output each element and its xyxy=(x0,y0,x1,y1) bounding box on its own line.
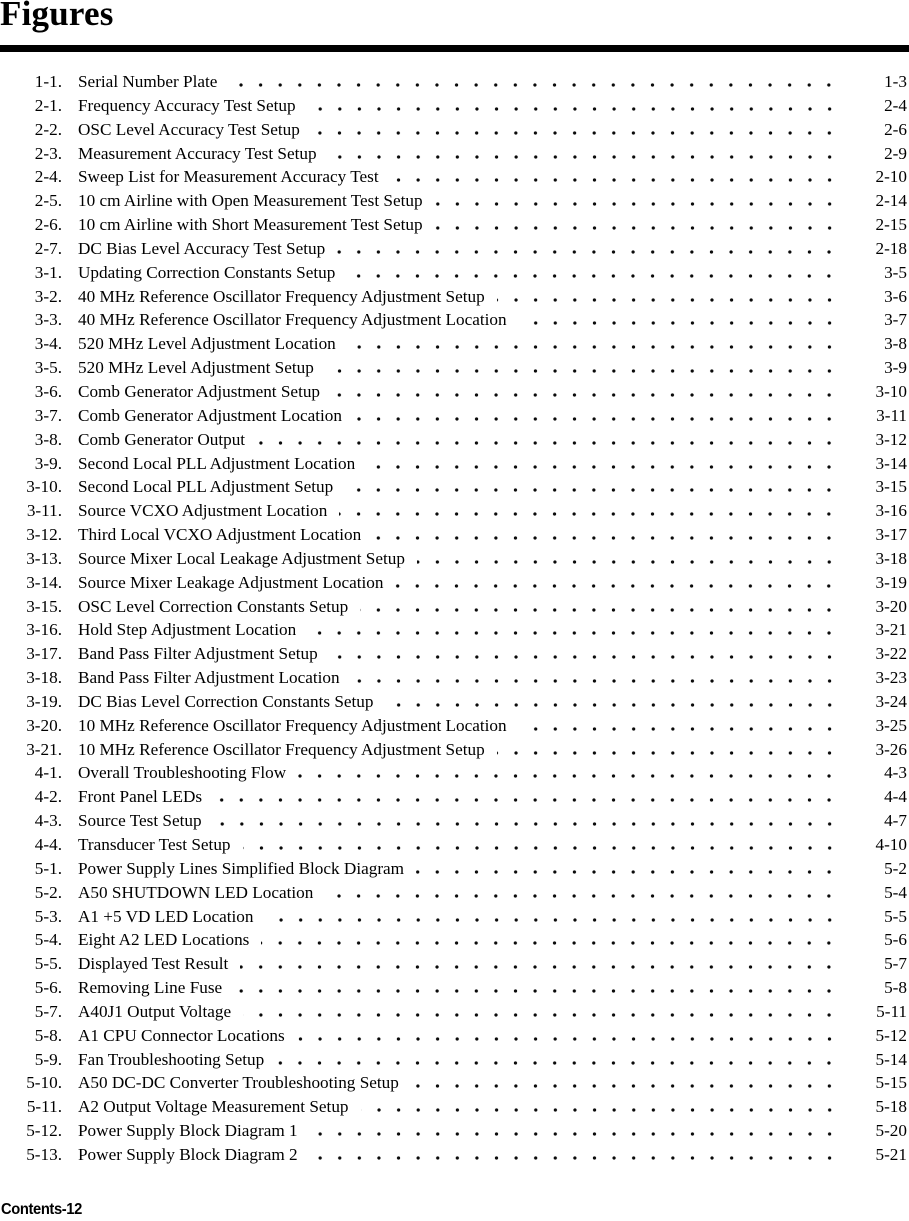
figure-entry xyxy=(0,690,907,714)
dot-leader xyxy=(360,608,839,612)
figure-entry xyxy=(0,332,907,356)
page-number: 3-14 xyxy=(875,453,907,473)
page-number: 5-18 xyxy=(875,1097,907,1117)
dot-leader xyxy=(214,798,839,802)
figure-number: 5-6. xyxy=(34,978,62,998)
figure-title: Source VCXO Adjustment Location xyxy=(78,501,328,521)
figure-title: Front Panel LEDs xyxy=(78,787,203,807)
page-number: 5-2 xyxy=(884,858,907,878)
figure-title: A50 SHUTDOWN LED Location xyxy=(78,882,314,902)
figure-entry xyxy=(0,595,907,619)
figure-number: 3-15. xyxy=(26,596,62,616)
page-number: 3-22 xyxy=(875,644,907,664)
dot-leader xyxy=(310,1156,839,1160)
page-number: 3-16 xyxy=(875,501,907,521)
figure-number: 4-2. xyxy=(34,787,62,807)
figure-number: 5-8. xyxy=(34,1025,62,1045)
page-number: 3-5 xyxy=(884,262,907,282)
page-number: 2-15 xyxy=(875,215,907,235)
figure-entry xyxy=(0,1095,907,1119)
figure-title: 10 cm Airline with Open Measurement Test Setup xyxy=(78,191,423,211)
page-number: 5-4 xyxy=(884,882,907,902)
dot-leader xyxy=(345,488,839,492)
figure-entry xyxy=(0,404,907,428)
figure-number: 3-1. xyxy=(34,262,62,282)
figure-title: Comb Generator Output xyxy=(78,429,246,449)
figure-list xyxy=(0,70,907,1167)
figure-entry xyxy=(0,308,907,332)
figure-title: Serial Number Plate xyxy=(78,72,218,91)
dot-leader xyxy=(308,107,839,111)
figure-entry xyxy=(0,1000,907,1024)
figure-title: A40J1 Output Voltage xyxy=(78,1001,232,1021)
figure-entry xyxy=(0,714,907,738)
page-title: Figures xyxy=(0,0,114,33)
dot-leader xyxy=(348,345,839,349)
figure-entry xyxy=(0,905,907,929)
dot-leader xyxy=(266,918,840,922)
page-number: 5-14 xyxy=(875,1049,907,1069)
dot-leader xyxy=(234,989,839,993)
page-number: 5-7 xyxy=(884,954,907,974)
figure-number: 5-10. xyxy=(26,1073,62,1093)
page-number: 3-15 xyxy=(875,477,907,497)
figure-entry xyxy=(0,666,907,690)
page-number: 3-10 xyxy=(875,381,907,401)
figure-entry xyxy=(0,428,907,452)
figure-number: 3-13. xyxy=(26,548,62,568)
figure-number: 4-4. xyxy=(34,835,62,854)
figure-title: Measurement Accuracy Test Setup xyxy=(78,143,317,163)
figure-entry xyxy=(0,881,907,905)
dot-leader xyxy=(276,1061,839,1065)
figure-number: 2-3. xyxy=(34,143,62,163)
figure-entry xyxy=(0,189,907,213)
figure-number: 3-12. xyxy=(26,525,62,545)
figure-title: OSC Level Correction Constants Setup xyxy=(78,596,349,616)
figure-number: 2-4. xyxy=(34,167,62,187)
figure-entry xyxy=(0,118,907,142)
page-number: 5-20 xyxy=(875,1121,907,1141)
figure-number: 2-7. xyxy=(34,238,62,258)
figure-title: Comb Generator Adjustment Setup xyxy=(78,381,321,401)
dot-leader xyxy=(325,894,839,898)
page-number: 3-24 xyxy=(875,691,907,711)
dot-leader xyxy=(297,1037,839,1041)
dot-leader xyxy=(310,1132,839,1136)
dot-leader xyxy=(417,560,839,564)
figure-title: Source Mixer Leakage Adjustment Location xyxy=(78,572,384,592)
figure-number: 3-20. xyxy=(26,715,62,735)
figure-title: Transducer Test Setup xyxy=(78,835,231,854)
dot-leader xyxy=(337,250,839,254)
page-number: 4-10 xyxy=(875,835,907,854)
figure-title: Power Supply Block Diagram 2 xyxy=(78,1144,298,1164)
figure-number: 3-4. xyxy=(34,334,62,354)
figure-number: 3-16. xyxy=(26,620,62,640)
figure-number: 3-6. xyxy=(34,381,62,401)
dot-leader xyxy=(243,846,839,850)
figure-number: 2-6. xyxy=(34,215,62,235)
figure-entry xyxy=(0,809,907,833)
figure-title: Band Pass Filter Adjustment Setup xyxy=(78,644,318,664)
page-number: 3-9 xyxy=(884,358,907,378)
dot-leader xyxy=(261,941,839,945)
page-number: 5-21 xyxy=(875,1144,907,1164)
figure-number: 4-3. xyxy=(34,811,62,831)
dot-leader xyxy=(326,369,839,373)
dot-leader xyxy=(308,631,839,635)
figure-number: 5-13. xyxy=(26,1144,62,1164)
figure-title: A1 CPU Connector Locations xyxy=(78,1025,285,1045)
figure-title: DC Bias Level Correction Constants Setup xyxy=(78,691,374,711)
figure-title: 520 MHz Level Adjustment Setup xyxy=(78,358,314,378)
page-number: 3-23 xyxy=(875,668,907,688)
figure-title: OSC Level Accuracy Test Setup xyxy=(78,119,300,139)
figure-number: 3-11. xyxy=(26,501,62,521)
figure-entry xyxy=(0,1071,907,1095)
dot-leader xyxy=(352,679,839,683)
page-number: 3-19 xyxy=(875,572,907,592)
figure-title: Second Local PLL Adjustment Setup xyxy=(78,477,334,497)
figure-number: 1-1. xyxy=(34,72,62,91)
page-number: 5-6 xyxy=(884,930,907,950)
figure-entry xyxy=(0,523,907,547)
figure-entry xyxy=(0,142,907,166)
figure-number: 3-5. xyxy=(34,358,62,378)
figure-entry xyxy=(0,1143,907,1167)
figure-entry xyxy=(0,380,907,404)
figure-entry xyxy=(0,1119,907,1143)
figure-number: 3-7. xyxy=(34,405,62,425)
dot-leader xyxy=(497,751,839,755)
figure-entry xyxy=(0,475,907,499)
dot-leader xyxy=(435,226,839,230)
page-number: 2-6 xyxy=(884,119,907,139)
figure-entry xyxy=(0,642,907,666)
figure-entry xyxy=(0,70,907,94)
figure-number: 3-9. xyxy=(34,453,62,473)
figure-title: Displayed Test Result xyxy=(78,954,229,974)
page-number: 2-9 xyxy=(884,143,907,163)
page-number: 3-21 xyxy=(875,620,907,640)
figure-entry xyxy=(0,571,907,595)
figure-entry xyxy=(0,285,907,309)
page-number: 4-4 xyxy=(884,787,907,807)
page-number: 5-11 xyxy=(876,1001,907,1021)
figure-title: 10 cm Airline with Short Measurement Test Setup xyxy=(78,215,423,235)
figure-entry xyxy=(0,785,907,809)
figure-title: 10 MHz Reference Oscillator Frequency Adjustment Setup xyxy=(78,739,485,759)
page-number: 3-17 xyxy=(875,525,907,545)
figure-title: Hold Step Adjustment Location xyxy=(78,620,297,640)
figure-title: Comb Generator Adjustment Location xyxy=(78,405,342,425)
page-number: 2-14 xyxy=(875,191,907,211)
figure-title: Second Local PLL Adjustment Location xyxy=(78,453,356,473)
figure-entry xyxy=(0,928,907,952)
figure-entry xyxy=(0,165,907,189)
figure-number: 5-5. xyxy=(34,954,62,974)
figure-title: DC Bias Level Accuracy Test Setup xyxy=(78,238,326,258)
page-number: 3-26 xyxy=(875,739,907,759)
figure-title: A50 DC-DC Converter Troubleshooting Setup xyxy=(78,1073,399,1093)
figure-title: Power Supply Lines Simplified Block Diagram xyxy=(78,858,405,878)
page-number: 4-3 xyxy=(884,763,907,783)
dot-leader xyxy=(298,774,839,778)
figure-title: A2 Output Voltage Measurement Setup xyxy=(78,1097,349,1117)
page-number: 3-12 xyxy=(875,429,907,449)
figure-title: Power Supply Block Diagram 1 xyxy=(78,1121,298,1141)
figure-title: 520 MHz Level Adjustment Location xyxy=(78,334,336,354)
dot-leader xyxy=(391,178,839,182)
dot-leader xyxy=(339,512,839,516)
dot-leader xyxy=(497,298,839,302)
figure-title: Sweep List for Measurement Accuracy Test xyxy=(78,167,379,187)
page-number: 3-20 xyxy=(875,596,907,616)
figure-number: 5-11. xyxy=(26,1097,62,1117)
figure-number: 5-12. xyxy=(26,1121,62,1141)
figure-entry xyxy=(0,237,907,261)
figure-entry xyxy=(0,94,907,118)
dot-leader xyxy=(332,393,839,397)
figure-number: 3-2. xyxy=(34,286,62,306)
page-number: 5-5 xyxy=(884,906,907,926)
page-number: 2-4 xyxy=(884,95,907,115)
figure-entry xyxy=(0,761,907,785)
figure-number: 3-18. xyxy=(26,668,62,688)
dot-leader xyxy=(411,1084,839,1088)
figure-title: Source Test Setup xyxy=(78,811,202,831)
figure-entry xyxy=(0,952,907,976)
dot-leader xyxy=(367,465,839,469)
figure-number: 5-3. xyxy=(34,906,62,926)
page-number: 3-6 xyxy=(884,286,907,306)
figure-entry xyxy=(0,499,907,523)
figure-entry xyxy=(0,547,907,571)
page-number: 4-7 xyxy=(884,811,907,831)
dot-leader xyxy=(243,1013,839,1017)
page-number: 5-12 xyxy=(875,1025,907,1045)
figure-title: 40 MHz Reference Oscillator Frequency Adjustment Location xyxy=(78,310,507,330)
figure-number: 5-7. xyxy=(34,1001,62,1021)
figure-title: 40 MHz Reference Oscillator Frequency Adjustment Setup xyxy=(78,286,485,306)
figure-number: 2-5. xyxy=(34,191,62,211)
figure-number: 3-17. xyxy=(26,644,62,664)
page-number: 3-18 xyxy=(875,548,907,568)
dot-leader xyxy=(519,321,839,325)
figure-title: Eight A2 LED Locations xyxy=(78,930,250,950)
figure-number: 2-2. xyxy=(34,119,62,139)
page-number: 5-8 xyxy=(884,978,907,998)
dot-leader xyxy=(386,703,840,707)
figure-title: Removing Line Fuse xyxy=(78,978,223,998)
figure-number: 5-9. xyxy=(34,1049,62,1069)
figure-title: Source Mixer Local Leakage Adjustment Setup xyxy=(78,548,405,568)
dot-leader xyxy=(214,822,839,826)
figure-title: 10 MHz Reference Oscillator Frequency Adjustment Location xyxy=(78,715,507,735)
figure-title: Fan Troubleshooting Setup xyxy=(78,1049,265,1069)
figure-number: 5-4. xyxy=(34,930,62,950)
figure-entry xyxy=(0,618,907,642)
dot-leader xyxy=(229,83,839,87)
figure-title: Frequency Accuracy Test Setup xyxy=(78,95,296,115)
figure-number: 3-19. xyxy=(26,691,62,711)
dot-leader xyxy=(416,870,839,874)
figure-entry xyxy=(0,1024,907,1048)
figure-title: A1 +5 VD LED Location xyxy=(78,906,254,926)
page-number: 3-8 xyxy=(884,334,907,354)
figure-title: Band Pass Filter Adjustment Location xyxy=(78,668,340,688)
figure-entry xyxy=(0,833,907,857)
dot-leader xyxy=(373,536,839,540)
dot-leader xyxy=(329,155,839,159)
dot-leader xyxy=(330,655,839,659)
dot-leader xyxy=(354,417,839,421)
page-number: 1-3 xyxy=(884,72,907,91)
footer-page-label: Contents-12 xyxy=(1,1201,82,1218)
figure-entry xyxy=(0,738,907,762)
figure-title: Third Local VCXO Adjustment Location xyxy=(78,525,362,545)
dot-leader xyxy=(257,441,839,445)
figure-number: 4-1. xyxy=(34,763,62,783)
figure-entry xyxy=(0,213,907,237)
dot-leader xyxy=(312,131,839,135)
figure-title: Overall Troubleshooting Flow xyxy=(78,763,287,783)
dot-leader xyxy=(240,965,839,969)
page-number: 5-15 xyxy=(875,1073,907,1093)
figure-number: 3-21. xyxy=(26,739,62,759)
figure-number: 5-1. xyxy=(34,858,62,878)
dot-leader xyxy=(361,1108,839,1112)
figure-entry xyxy=(0,857,907,881)
dot-leader xyxy=(519,727,839,731)
page-number: 3-11 xyxy=(876,405,907,425)
figure-title: Updating Correction Constants Setup xyxy=(78,262,336,282)
figure-entry xyxy=(0,452,907,476)
figure-number: 5-2. xyxy=(34,882,62,902)
page-number: 2-10 xyxy=(875,167,907,187)
page-number: 3-25 xyxy=(875,715,907,735)
dot-leader xyxy=(347,274,839,278)
figure-number: 3-14. xyxy=(26,572,62,592)
figure-entry xyxy=(0,356,907,380)
title-rule-divider xyxy=(0,45,909,52)
figure-entry xyxy=(0,1048,907,1072)
figure-entry xyxy=(0,976,907,1000)
page-number: 2-18 xyxy=(875,238,907,258)
figure-entry xyxy=(0,261,907,285)
figure-number: 3-10. xyxy=(26,477,62,497)
dot-leader xyxy=(435,202,839,206)
dot-leader xyxy=(395,584,839,588)
figure-number: 2-1. xyxy=(34,95,62,115)
page-number: 3-7 xyxy=(884,310,907,330)
figure-number: 3-3. xyxy=(34,310,62,330)
figure-number: 3-8. xyxy=(34,429,62,449)
